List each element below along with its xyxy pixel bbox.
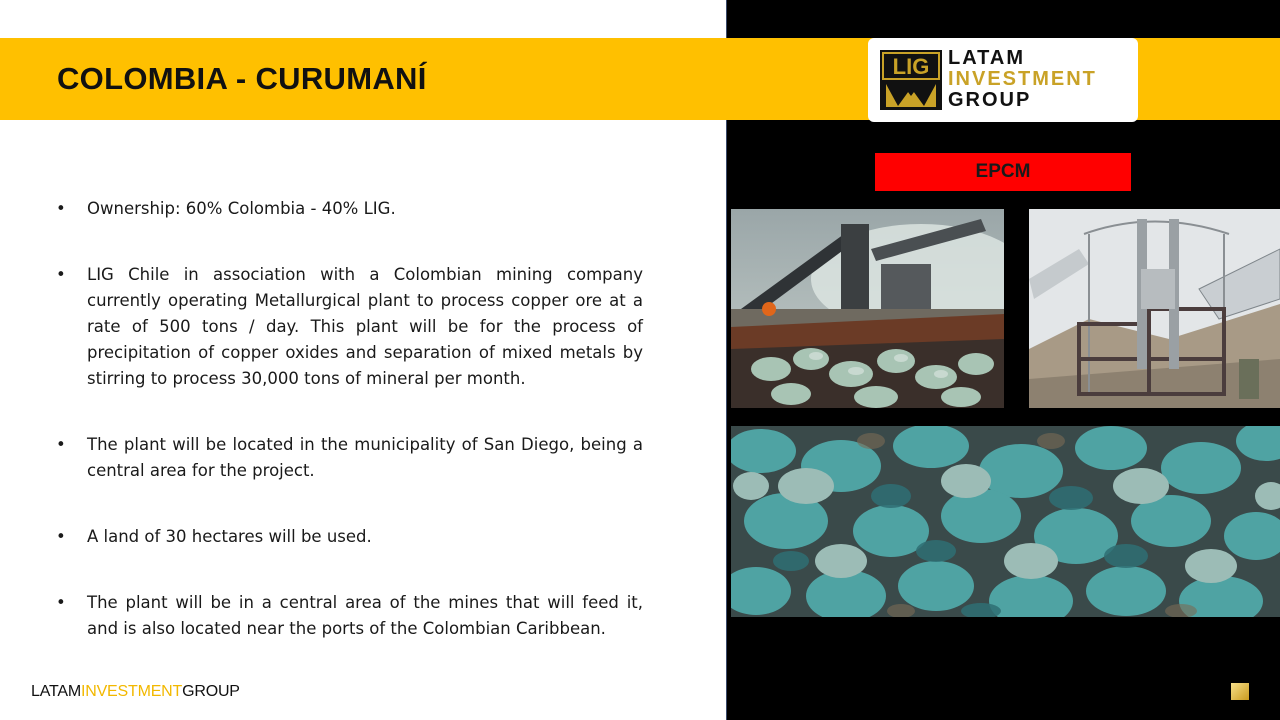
lig-logo-mark-icon xyxy=(880,50,942,110)
slide-corner-icon xyxy=(1231,683,1249,700)
logo-wordmark xyxy=(948,48,1097,111)
crusher-plant-photo xyxy=(731,209,1004,408)
footer-brand-latam: LATAM xyxy=(31,683,81,700)
footer-brand-group: GROUP xyxy=(182,683,240,700)
bullet-ownership: • Ownership: 60% Colombia - 40% LIG. xyxy=(55,196,643,222)
epcm-badge: EPCM xyxy=(875,153,1131,191)
bullet-location: • The plant will be located in the municipality of San Diego, being a central area for the project. xyxy=(55,432,643,484)
bullet-central-area: • The plant will be in a central area of the mines that will feed it, and is also located near the ports of the Colombian Caribbean. xyxy=(55,590,643,642)
logo-mark-text: LIG xyxy=(892,54,930,79)
footer-brand-investment: INVESTMENT xyxy=(80,683,183,700)
logo-line-group: GROUP xyxy=(948,89,1032,111)
project-details-list xyxy=(55,196,643,642)
logo-line-investment: INVESTMENT xyxy=(948,68,1097,90)
logo-line-latam: LATAM xyxy=(948,47,1026,69)
steel-structure-photo xyxy=(1029,209,1280,408)
footer-brand xyxy=(31,683,240,701)
company-logo xyxy=(868,38,1138,122)
copper-ore-photo xyxy=(731,426,1280,617)
bullet-land: • A land of 30 hectares will be used. xyxy=(55,524,643,550)
bullet-plant-description: • LIG Chile in association with a Colombian mining company currently operating Metallurgical plant to process copper ore at a rate of 500 tons / day. This plant will be for the process of precipitation of copper oxides and separation of mixed metals by stirring to process 30,000 tons of mineral per month. xyxy=(55,262,643,392)
page-title: COLOMBIA - CURUMANÍ xyxy=(57,61,427,96)
